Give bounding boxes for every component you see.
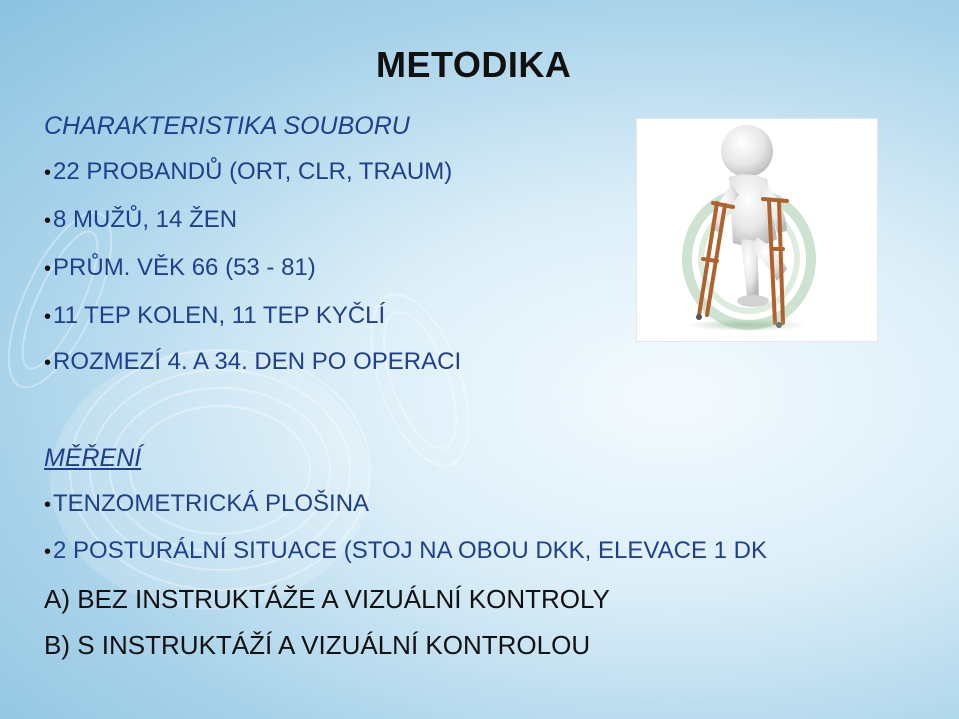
bullet-dot: • <box>44 494 52 516</box>
bullet-dot: • <box>44 352 52 374</box>
bullet-item: •2 POSTURÁLNÍ SITUACE (STOJ NA OBOU DKK, ELEVACE 1 DK <box>44 537 767 564</box>
bullet-item: •11 TEP KOLEN, 11 TEP KYČLÍ <box>44 302 386 329</box>
bullet-dot: • <box>44 306 52 328</box>
bullet-item: •ROZMEZÍ 4. A 34. DEN PO OPERACI <box>44 348 462 375</box>
bullet-dot: • <box>44 162 52 184</box>
figure-with-crutches-icon <box>637 119 877 341</box>
bullet-dot: • <box>44 210 52 232</box>
section-heading-measurement: MĚŘENÍ <box>44 444 142 472</box>
bullet-item: •22 PROBANDŮ (ORT, CLR, TRAUM) <box>44 158 453 185</box>
bullet-dot: • <box>44 258 52 280</box>
bullet-item: •TENZOMETRICKÁ PLOŠINA <box>44 490 370 517</box>
figure-with-crutches-picture <box>636 118 878 342</box>
bullet-item: •PRŮM. VĚK 66 (53 - 81) <box>44 254 316 281</box>
sub-item-a: A) BEZ INSTRUKTÁŽE A VIZUÁLNÍ KONTROLY <box>44 584 610 614</box>
sub-item-b: B) S INSTRUKTÁŽÍ A VIZUÁLNÍ KONTROLOU <box>44 630 591 660</box>
bullet-dot: • <box>44 541 52 563</box>
bullet-item: •8 MUŽŮ, 14 ŽEN <box>44 206 238 233</box>
section-heading-characteristics: CHARAKTERISTIKA SOUBORU <box>44 112 410 140</box>
slide-title: METODIKA <box>376 44 572 85</box>
